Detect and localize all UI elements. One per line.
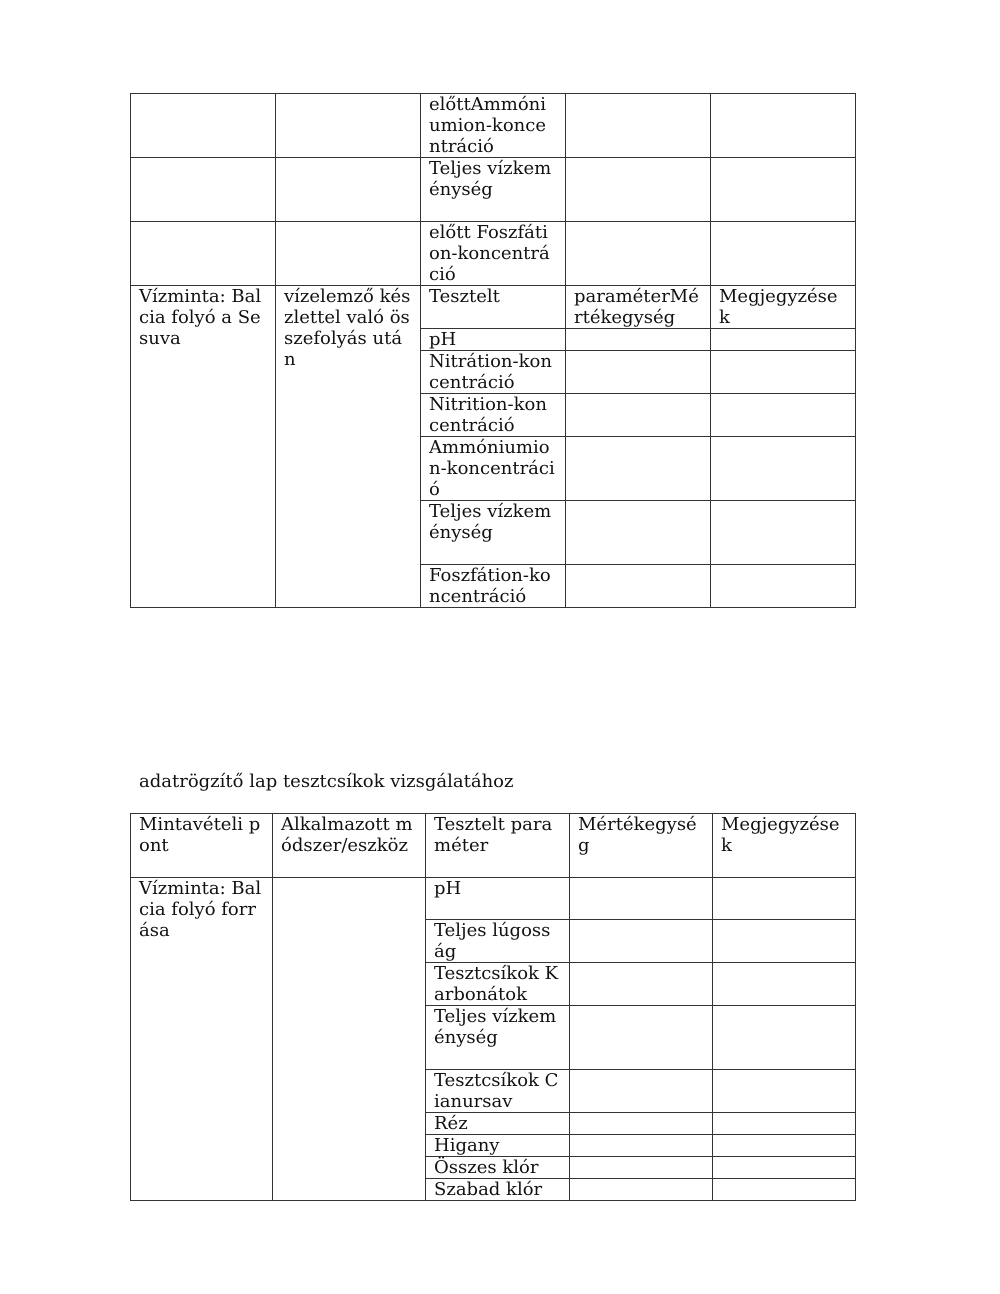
unit-cell: [566, 94, 711, 158]
note-cell: [711, 501, 856, 565]
param-cell: Ammóniumion-koncentráció: [421, 437, 566, 501]
header-unit: paraméterMértékegység: [566, 286, 711, 329]
unit-cell: [570, 1157, 713, 1179]
unit-cell: [566, 222, 711, 286]
param-cell: Foszfátion-koncentráció: [421, 565, 566, 608]
param-cell: előttAmmóniumion-koncentráció: [421, 94, 566, 158]
unit-cell: [570, 1006, 713, 1070]
note-cell: [713, 1179, 856, 1201]
note-cell: [711, 351, 856, 394]
unit-cell: [566, 501, 711, 565]
table-cell: [276, 158, 421, 222]
param-cell: Teljes vízkeménység: [421, 158, 566, 222]
param-cell: Réz: [426, 1113, 570, 1135]
sample-cell: Vízminta: Balcia folyó forrása: [131, 878, 273, 1201]
note-cell: [713, 1006, 856, 1070]
note-cell: [713, 920, 856, 963]
note-cell: [711, 222, 856, 286]
table-caption: adatrögzítő lap tesztcsíkok vizsgálatához: [139, 771, 514, 792]
note-cell: [713, 963, 856, 1006]
unit-cell: [566, 394, 711, 437]
header-cell: Alkalmazott módszer/eszköz: [273, 814, 426, 878]
table-water-kit: [130, 93, 856, 608]
note-cell: [711, 565, 856, 608]
param-cell: Összes klór: [426, 1157, 570, 1179]
header-cell: Mértékegység: [570, 814, 713, 878]
note-cell: [713, 878, 856, 920]
unit-cell: [570, 963, 713, 1006]
header-cell: Mintavételi pont: [131, 814, 273, 878]
note-cell: [713, 1070, 856, 1113]
param-cell: pH: [421, 329, 566, 351]
table-cell: [131, 94, 276, 158]
note-cell: [711, 437, 856, 501]
unit-cell: [566, 437, 711, 501]
unit-cell: [566, 329, 711, 351]
param-cell: Tesztcsíkok Karbonátok: [426, 963, 570, 1006]
param-cell: Higany: [426, 1135, 570, 1157]
param-cell: Nitrition-koncentráció: [421, 394, 566, 437]
header-cell: Megjegyzések: [713, 814, 856, 878]
note-cell: [713, 1135, 856, 1157]
table-cell: [276, 222, 421, 286]
param-cell: előtt Foszfátion-koncentráció: [421, 222, 566, 286]
param-cell: pH: [426, 878, 570, 920]
unit-cell: [570, 878, 713, 920]
param-cell: Teljes lúgosság: [426, 920, 570, 963]
note-cell: [711, 158, 856, 222]
note-cell: [711, 329, 856, 351]
unit-cell: [570, 1113, 713, 1135]
unit-cell: [566, 351, 711, 394]
table-cell: [131, 222, 276, 286]
unit-cell: [566, 565, 711, 608]
header-note: Megjegyzések: [711, 286, 856, 329]
unit-cell: [570, 1070, 713, 1113]
table-test-strips: [130, 813, 856, 1201]
unit-cell: [570, 920, 713, 963]
param-cell: Nitrátion-koncentráció: [421, 351, 566, 394]
method-cell: vízelemző készlettel való összefolyás után: [276, 286, 421, 608]
header-param: Tesztelt: [421, 286, 566, 329]
unit-cell: [566, 158, 711, 222]
param-cell: Szabad klór: [426, 1179, 570, 1201]
unit-cell: [570, 1179, 713, 1201]
sample-cell: Vízminta: Balcia folyó a Sesuva: [131, 286, 276, 608]
table-cell: [131, 158, 276, 222]
param-cell: Tesztcsíkok Cianursav: [426, 1070, 570, 1113]
param-cell: Teljes vízkeménység: [426, 1006, 570, 1070]
unit-cell: [570, 1135, 713, 1157]
note-cell: [713, 1157, 856, 1179]
param-cell: Teljes vízkeménység: [421, 501, 566, 565]
note-cell: [711, 94, 856, 158]
table-cell: [276, 94, 421, 158]
header-cell: Tesztelt paraméter: [426, 814, 570, 878]
note-cell: [713, 1113, 856, 1135]
method-cell: [273, 878, 426, 1201]
note-cell: [711, 394, 856, 437]
